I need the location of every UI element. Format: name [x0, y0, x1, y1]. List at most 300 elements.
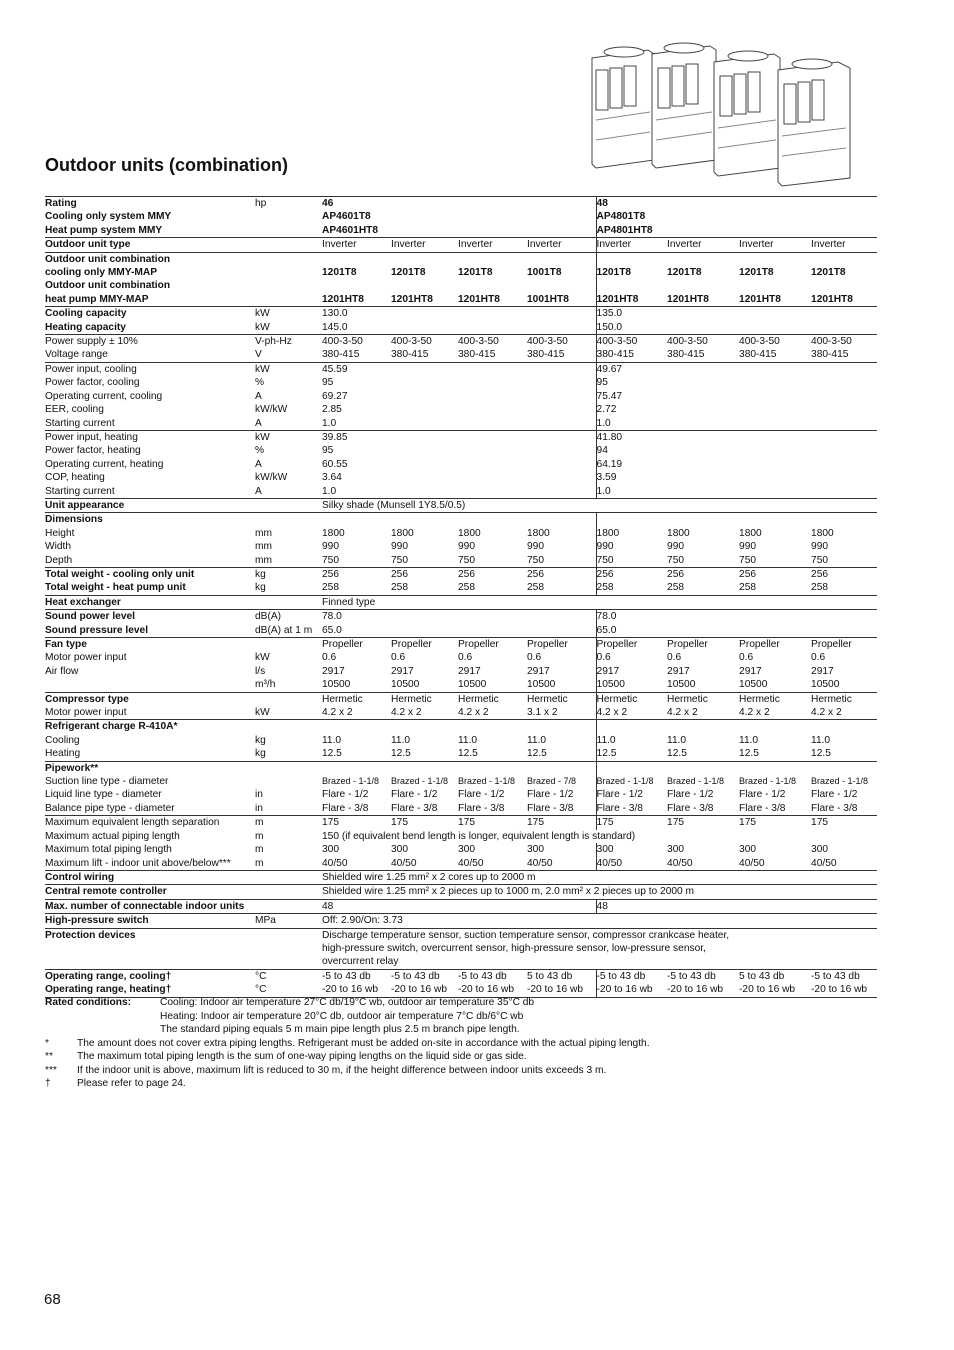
row-value-48hp: 150.0	[596, 321, 877, 335]
spec-row	[45, 540, 877, 553]
row-value-46hp: 1.0	[322, 485, 337, 497]
row-value-48hp	[667, 252, 739, 266]
row-label: Sound pressure level	[45, 624, 149, 636]
rated-conditions	[45, 996, 885, 1037]
row-unit	[255, 513, 322, 527]
row-unit: mm	[255, 541, 272, 553]
row-value-48hp: 40/50	[811, 857, 837, 869]
row-unit: kW/kW	[255, 404, 288, 416]
row-value-48hp: 0.6	[667, 652, 682, 664]
row-value-48hp: 400-3-50	[739, 335, 811, 349]
row-value: Off: 2.90/On: 3.73	[322, 914, 877, 928]
row-value-48hp: 750	[739, 554, 757, 566]
spec-row	[45, 638, 877, 652]
row-value-46hp: 2917	[527, 665, 550, 677]
row-value-46hp: 1001T8	[527, 267, 562, 279]
row-label: Air flow	[45, 665, 79, 677]
row-value-46hp: 10500	[391, 679, 420, 691]
spec-row	[45, 321, 877, 335]
row-label: Outdoor unit combination	[45, 280, 171, 292]
row-label: Cooling only system MMY	[45, 211, 172, 223]
row-value-48hp: 11.0	[811, 734, 831, 746]
row-label: Maximum total piping length	[45, 844, 172, 856]
spec-row	[45, 595, 877, 609]
row-unit: kg	[255, 734, 266, 746]
row-value-46hp: 0.6	[527, 652, 542, 664]
row-value-46hp: 11.0	[391, 734, 411, 746]
row-unit	[255, 928, 322, 942]
row-label: Power factor, cooling	[45, 377, 140, 389]
row-value: Finned type	[322, 595, 877, 609]
row-label: Voltage range	[45, 349, 108, 361]
row-value-48hp: Flare - 3/8	[596, 802, 667, 816]
row-value-48hp: 1.0	[596, 485, 877, 499]
row-unit: kW	[255, 362, 322, 376]
row-value-48hp: 12.5	[667, 748, 687, 760]
row-unit: kW/kW	[255, 472, 288, 484]
row-value-46hp: 1201T8	[322, 267, 357, 279]
row-value-46hp: Brazed - 1-1/8	[391, 776, 449, 787]
row-value-46hp	[458, 252, 527, 266]
row-value-48hp: 2917	[667, 665, 690, 677]
row-label: Outdoor unit combination	[45, 252, 255, 266]
row-value-48hp: 78.0	[596, 610, 877, 624]
row-value-46hp	[527, 279, 596, 292]
spec-row	[45, 210, 877, 223]
row-value-46hp: -20 to 16 wb	[458, 983, 527, 997]
row-value-46hp: Hermetic	[391, 692, 458, 706]
row-label: EER, cooling	[45, 404, 104, 416]
row-label: Height	[45, 527, 75, 539]
row-unit: A	[255, 485, 262, 497]
spec-row	[45, 430, 877, 444]
row-label	[45, 955, 255, 969]
row-value-48hp: 1800	[739, 527, 762, 539]
row-value-48hp: 10500	[811, 679, 840, 691]
row-value-46hp: Flare - 3/8	[322, 802, 369, 814]
row-value-48hp	[739, 513, 811, 527]
row-unit	[255, 293, 322, 307]
row-value-48hp: 12.5	[739, 748, 759, 760]
row-value-46hp: 300	[322, 844, 339, 856]
row-unit	[255, 870, 322, 884]
row-label: Unit appearance	[45, 498, 255, 512]
row-value-46hp: 11.0	[322, 734, 342, 746]
row-value-46hp: 39.85	[322, 430, 596, 444]
row-value-46hp: Propeller	[322, 638, 391, 652]
row-value-46hp	[527, 252, 596, 266]
row-label: Protection devices	[45, 928, 255, 942]
row-value-46hp	[458, 279, 527, 292]
spec-row	[45, 581, 877, 595]
row-value-48hp: 1800	[596, 527, 667, 540]
rated-line: Heating: Indoor air temperature 20°C db, outdoor air temperature 7°C db/6°C wb	[160, 1010, 524, 1022]
spec-row	[45, 870, 877, 884]
row-value-48hp: -20 to 16 wb	[596, 983, 667, 997]
row-value-46hp: 40/50	[458, 857, 484, 869]
row-value-48hp	[667, 761, 739, 775]
outdoor-unit-2	[652, 43, 716, 168]
row-value-48hp: 40/50	[596, 857, 667, 871]
row-value-48hp: 12.5	[596, 747, 667, 761]
row-value-46hp: Hermetic	[527, 692, 596, 706]
row-value-46hp: 40/50	[322, 857, 348, 869]
row-value-48hp: Flare - 1/2	[667, 789, 714, 801]
row-value-48hp: Flare - 3/8	[811, 802, 858, 814]
row-unit	[255, 638, 322, 652]
spec-row	[45, 885, 877, 899]
row-value-48hp: 400-3-50	[596, 335, 667, 349]
row-value-46hp: 256	[322, 567, 391, 581]
footnote	[45, 1077, 885, 1091]
row-value-46hp	[391, 761, 458, 775]
row-unit	[255, 942, 322, 955]
spec-row	[45, 390, 877, 403]
row-label: cooling only MMY-MAP	[45, 267, 158, 279]
row-value-46hp: 78.0	[322, 610, 596, 624]
row-value-46hp	[391, 513, 458, 527]
row-value: overcurrent relay	[322, 956, 399, 968]
spec-row	[45, 955, 877, 969]
spec-row	[45, 527, 877, 540]
row-unit: m	[255, 844, 264, 856]
row-value-48hp	[739, 279, 811, 292]
spec-row	[45, 969, 877, 983]
spec-row	[45, 376, 877, 389]
row-value-48hp: Hermetic	[811, 692, 877, 706]
outdoor-unit-1	[592, 47, 654, 168]
row-value-48hp	[739, 761, 811, 775]
row-value-46hp: 1201T8	[391, 267, 426, 279]
row-value-46hp: 1201HT8	[458, 293, 500, 305]
row-unit: kW	[255, 707, 270, 719]
spec-row	[45, 802, 877, 816]
rated-line: The standard piping equals 5 m main pipe length plus 2.5 m branch pipe length.	[160, 1024, 520, 1035]
row-value-46hp	[322, 279, 391, 292]
row-value-48hp: 2917	[596, 665, 667, 678]
row-value-46hp: Propeller	[527, 638, 596, 652]
row-value-48hp: 3.59	[596, 471, 877, 484]
row-value-48hp: -20 to 16 wb	[811, 983, 877, 997]
row-value-46hp: Flare - 1/2	[527, 789, 574, 801]
row-value-48hp: AP4801HT8	[596, 224, 877, 238]
row-unit: mm	[255, 554, 272, 566]
row-value-46hp: 95	[322, 377, 334, 389]
row-value-46hp	[458, 513, 527, 527]
row-unit: A	[255, 417, 262, 429]
row-value-46hp: 2917	[322, 665, 345, 677]
footnote	[45, 1050, 885, 1064]
row-value-48hp	[811, 279, 877, 292]
row-label: Heat exchanger	[45, 595, 255, 609]
row-value-46hp: Flare - 3/8	[458, 802, 505, 814]
row-value-48hp: 12.5	[811, 748, 831, 760]
footnote-text: Please refer to page 24.	[77, 1078, 186, 1089]
row-value-48hp	[596, 720, 667, 734]
row-value: Shielded wire 1.25 mm² x 2 cores up to 2000 m	[322, 870, 877, 884]
row-value-48hp: 256	[667, 567, 739, 581]
row-unit: kW	[255, 307, 322, 321]
row-value-48hp: 258	[739, 582, 757, 594]
row-value-46hp: 3.64	[322, 472, 342, 484]
row-value-46hp: 0.6	[322, 652, 337, 664]
row-value-48hp: 48	[596, 899, 877, 913]
row-value: high-pressure switch, overcurrent sensor, high-pressure sensor, low-pressure sensor,	[322, 942, 706, 954]
row-value-48hp: 400-3-50	[667, 335, 739, 349]
row-value-48hp: 990	[811, 541, 829, 553]
row-value-48hp: 11.0	[739, 734, 759, 746]
row-value-46hp	[322, 513, 391, 527]
row-value-46hp: 145.0	[322, 321, 348, 333]
row-value-46hp: 12.5	[458, 748, 478, 760]
row-value-48hp: 175	[811, 816, 877, 830]
row-value-46hp: 300	[527, 844, 544, 856]
row-label: Refrigerant charge R-410A*	[45, 720, 255, 734]
page-title: Outdoor units (combination)	[45, 155, 288, 175]
row-value-48hp	[739, 252, 811, 266]
row-value-48hp: 40/50	[667, 857, 693, 869]
row-unit: kg	[255, 748, 266, 760]
spec-row	[45, 665, 877, 678]
row-label: Motor power input	[45, 707, 127, 719]
row-value-46hp: 1.0	[322, 417, 337, 429]
row-label: Starting current	[45, 417, 115, 429]
spec-table	[45, 196, 877, 998]
spec-row	[45, 788, 877, 801]
spec-row	[45, 567, 877, 581]
row-value: 150 (if equivalent bend length is longer, equivalent length is standard)	[322, 830, 636, 842]
row-unit: mm	[255, 527, 272, 539]
row-value-48hp: Inverter	[667, 238, 739, 252]
spec-row	[45, 238, 877, 252]
row-label: Starting current	[45, 485, 115, 497]
row-value-48hp	[811, 761, 877, 775]
spec-row	[45, 720, 877, 734]
row-value-46hp: 990	[391, 541, 408, 553]
row-value-48hp: -5 to 43 db	[811, 969, 877, 983]
row-value-46hp: 60.55	[322, 458, 348, 470]
row-value-48hp: Hermetic	[596, 692, 667, 706]
row-value-48hp: 135.0	[596, 307, 877, 321]
spec-row	[45, 417, 877, 431]
row-value-48hp: 10500	[596, 678, 667, 692]
spec-row	[45, 775, 877, 788]
row-unit: m	[255, 857, 264, 869]
row-value-46hp: -20 to 16 wb	[527, 983, 596, 997]
row-value-46hp	[391, 720, 458, 734]
row-value-46hp	[527, 720, 596, 734]
row-label: Heating capacity	[45, 321, 126, 333]
row-value-46hp: 12.5	[322, 748, 342, 760]
rated-line: Cooling: Indoor air temperature 27°C db/19°C wb, outdoor air temperature 35°C db	[160, 997, 535, 1008]
row-label: Cooling	[45, 734, 80, 746]
row-value-48hp: 1800	[811, 527, 834, 539]
row-value-48hp	[596, 513, 667, 527]
spec-row	[45, 678, 877, 692]
row-unit: dB(A) at 1 m	[255, 624, 313, 636]
row-unit: kW	[255, 430, 322, 444]
row-value-46hp: 2.85	[322, 404, 342, 416]
row-value-48hp: -20 to 16 wb	[739, 983, 811, 997]
row-value-46hp: Hermetic	[458, 692, 527, 706]
row-label: Outdoor unit type	[45, 238, 255, 252]
spec-row	[45, 747, 877, 761]
footnote-mark: †	[45, 1078, 51, 1089]
row-label: Central remote controller	[45, 885, 255, 899]
spec-row	[45, 816, 877, 830]
row-value-46hp	[527, 761, 596, 775]
row-value-48hp: 4.2 x 2	[596, 706, 667, 720]
row-value-46hp: AP4601HT8	[322, 224, 379, 236]
row-value-48hp: 5 to 43 db	[739, 969, 811, 983]
row-value-48hp: 2.72	[596, 403, 877, 416]
row-value-48hp: Flare - 1/2	[596, 788, 667, 801]
row-value-46hp: Flare - 1/2	[391, 789, 438, 801]
row-value-48hp: 64.19	[596, 458, 877, 471]
row-label: Operating current, heating	[45, 458, 164, 470]
row-value-48hp: 10500	[667, 679, 696, 691]
spec-row	[45, 362, 877, 376]
row-label: Fan type	[45, 638, 255, 652]
row-value-46hp: 1800	[322, 527, 345, 539]
row-unit: kg	[255, 582, 266, 594]
row-value-48hp: Flare - 3/8	[667, 802, 714, 814]
row-value-46hp: Inverter	[322, 238, 391, 252]
row-value-48hp: 300	[739, 844, 757, 856]
spec-row	[45, 266, 877, 279]
row-unit	[255, 761, 322, 775]
row-value-46hp: 40/50	[527, 857, 553, 869]
row-label: High-pressure switch	[45, 914, 255, 928]
row-value-46hp: 990	[527, 541, 544, 553]
row-value-46hp: 12.5	[527, 748, 547, 760]
row-value-46hp: 400-3-50	[458, 335, 527, 349]
row-value-46hp	[527, 513, 596, 527]
row-value-46hp	[458, 720, 527, 734]
spec-row	[45, 197, 877, 211]
row-label: Maximum equivalent length separation	[45, 816, 255, 830]
row-value-48hp: 300	[811, 844, 829, 856]
row-value-48hp: -5 to 43 db	[667, 969, 739, 983]
footnote-text: The amount does not cover extra piping lengths. Refrigerant must be added on-site in accordance with the actual piping length.	[77, 1037, 650, 1049]
row-value-48hp: 400-3-50	[811, 335, 877, 349]
row-value-48hp: Brazed - 1-1/8	[739, 776, 797, 787]
spec-row	[45, 899, 877, 913]
rated-conditions-label: Rated conditions:	[45, 997, 132, 1008]
row-value-46hp	[322, 252, 391, 266]
row-unit	[255, 899, 322, 913]
row-value-48hp: 2917	[811, 665, 834, 677]
row-value-48hp	[667, 720, 739, 734]
row-unit: kW	[255, 321, 270, 333]
row-value-48hp: 1201T8	[811, 267, 846, 279]
row-value-48hp	[596, 761, 667, 775]
row-value-46hp: 380-415	[322, 349, 360, 361]
row-value-48hp: Propeller	[739, 638, 811, 652]
row-label: Control wiring	[45, 870, 255, 884]
row-label: Maximum lift - indoor unit above/below***	[45, 857, 231, 869]
row-value-48hp: Flare - 1/2	[811, 789, 858, 801]
spec-row	[45, 554, 877, 568]
spec-row	[45, 692, 877, 706]
row-value-48hp: 990	[739, 541, 757, 553]
row-value-48hp: 750	[811, 554, 829, 566]
row-value-46hp: 11.0	[458, 734, 478, 746]
row-value-46hp: 1201HT8	[391, 293, 433, 305]
row-value-48hp: Propeller	[811, 638, 877, 652]
row-value-48hp: 4.2 x 2	[667, 707, 698, 719]
row-value-48hp	[667, 513, 739, 527]
row-label: Operating current, cooling	[45, 390, 163, 402]
row-value-48hp	[596, 279, 667, 292]
row-value-48hp: 1201HT8	[811, 293, 853, 305]
row-value-46hp: 3.1 x 2	[527, 707, 558, 719]
row-label: Depth	[45, 554, 73, 566]
row-value-46hp: 750	[391, 554, 408, 566]
row-label: Dimensions	[45, 513, 255, 527]
row-value-46hp: 1800	[391, 527, 414, 539]
spec-row	[45, 983, 877, 997]
spec-row	[45, 942, 877, 955]
row-value-46hp: 256	[458, 567, 527, 581]
row-value-48hp: 990	[667, 541, 685, 553]
row-value-46hp: 258	[322, 582, 339, 594]
row-value-48hp: Inverter	[596, 238, 667, 252]
spec-row	[45, 335, 877, 349]
row-value-46hp: -5 to 43 db	[391, 969, 458, 983]
spec-row	[45, 914, 877, 928]
spec-row	[45, 830, 877, 843]
row-value-48hp	[811, 720, 877, 734]
row-unit: %	[255, 377, 265, 389]
row-value-48hp: 300	[667, 844, 685, 856]
footnote-text: If the indoor unit is above, maximum lift is reduced to 30 m, if the height difference between indoor units exceeds 3 m.	[77, 1064, 607, 1076]
row-value-48hp: 380-415	[596, 348, 667, 362]
row-value-48hp: 990	[596, 540, 667, 553]
row-value-46hp: 48	[322, 899, 596, 913]
outdoor-unit-4	[778, 59, 850, 186]
row-value-48hp: 49.67	[596, 362, 877, 376]
page-number: 68	[44, 1291, 61, 1308]
row-value-46hp: 4.2 x 2	[322, 707, 353, 719]
row-value-48hp	[596, 252, 667, 266]
row-value-46hp: 750	[527, 554, 544, 566]
row-value: Silky shade (Munsell 1Y8.5/0.5)	[322, 498, 877, 512]
row-value-46hp: -20 to 16 wb	[322, 983, 391, 997]
row-value-48hp: 175	[739, 816, 811, 830]
row-unit	[255, 210, 322, 223]
row-value-46hp: 1800	[527, 527, 550, 539]
row-value-46hp: 0.6	[458, 652, 473, 664]
footnote-mark: ***	[45, 1064, 57, 1076]
row-value-46hp: -20 to 16 wb	[391, 983, 458, 997]
row-unit	[255, 224, 322, 238]
spec-row	[45, 279, 877, 292]
spec-row	[45, 498, 877, 512]
row-value-48hp: 94	[596, 444, 877, 457]
row-value-46hp: 40/50	[391, 857, 417, 869]
row-unit	[255, 595, 322, 609]
row-value-46hp: 1001HT8	[527, 293, 569, 305]
row-value-46hp: Propeller	[458, 638, 527, 652]
row-label: Heating	[45, 748, 81, 760]
row-label: Power factor, heating	[45, 445, 141, 457]
row-value-48hp: 380-415	[811, 349, 849, 361]
row-unit	[255, 252, 322, 266]
spec-row	[45, 857, 877, 871]
row-label: Operating range, heating†	[45, 983, 255, 997]
row-value-46hp: 65.0	[322, 624, 342, 636]
